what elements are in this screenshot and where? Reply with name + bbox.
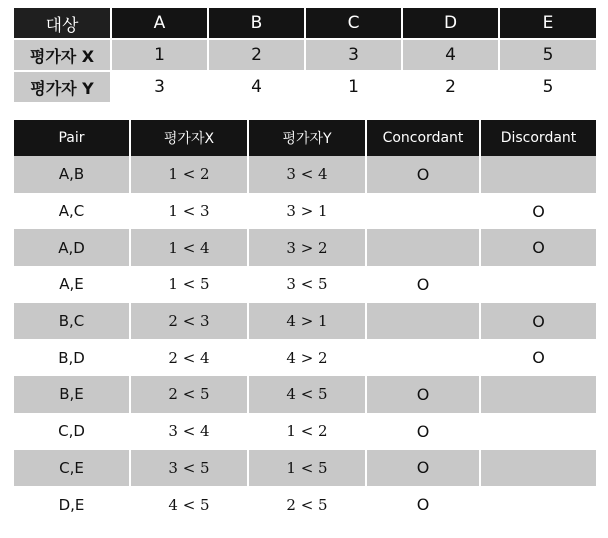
header-cell-e: E [499, 8, 596, 39]
rater-x-comparison: 1 < 2 [130, 156, 248, 193]
rater-y-comparison: 3 > 2 [248, 229, 366, 266]
pair-cell: A,B [14, 156, 130, 193]
concordant-mark: O [366, 376, 480, 413]
rater-y-comparison: 4 < 5 [248, 376, 366, 413]
concordant-mark [366, 193, 480, 230]
rater-y-comparison: 3 < 4 [248, 156, 366, 193]
rating-cell: 1 [305, 71, 402, 103]
rating-cell: 2 [402, 71, 499, 103]
concordant-mark: O [366, 156, 480, 193]
concordant-mark: O [366, 266, 480, 303]
discordant-mark: O [480, 229, 596, 266]
table-row [14, 193, 596, 230]
pair-cell: D,E [14, 486, 130, 523]
rater-x-comparison: 2 < 5 [130, 376, 248, 413]
table-row [14, 156, 596, 193]
pair-cell: B,D [14, 339, 130, 376]
table-row [14, 486, 596, 523]
rater-x-row [14, 39, 596, 71]
pair-cell: B,C [14, 303, 130, 340]
rater-x-comparison: 4 < 5 [130, 486, 248, 523]
rating-cell: 2 [208, 39, 305, 71]
header-cell-b: B [208, 8, 305, 39]
rater-x-comparison: 3 < 5 [130, 450, 248, 487]
discordant-mark [480, 376, 596, 413]
rating-cell: 3 [111, 71, 208, 103]
concordant-mark [366, 229, 480, 266]
rater-y-comparison: 4 > 2 [248, 339, 366, 376]
header-concordant: Concordant [366, 120, 480, 156]
pair-cell: B,E [14, 376, 130, 413]
pair-concordance-table [14, 120, 596, 523]
rater-x-comparison: 1 < 3 [130, 193, 248, 230]
rating-cell: 4 [402, 39, 499, 71]
rater-x-comparison: 3 < 4 [130, 413, 248, 450]
header-cell-d: D [402, 8, 499, 39]
rater-y-row [14, 71, 596, 103]
concordant-mark: O [366, 413, 480, 450]
header-cell-a: A [111, 8, 208, 39]
concordant-mark [366, 339, 480, 376]
rating-table [14, 8, 596, 104]
table-row [14, 266, 596, 303]
rater-x-comparison: 1 < 4 [130, 229, 248, 266]
rating-cell: 5 [499, 71, 596, 103]
rater-y-comparison: 1 < 5 [248, 450, 366, 487]
discordant-mark [480, 486, 596, 523]
table-row [14, 450, 596, 487]
rating-cell: 1 [111, 39, 208, 71]
rater-y-comparison: 3 > 1 [248, 193, 366, 230]
pair-table-header [14, 120, 596, 156]
concordant-mark: O [366, 450, 480, 487]
discordant-mark [480, 156, 596, 193]
table-row [14, 376, 596, 413]
header-discordant: Discordant [480, 120, 596, 156]
rater-x-comparison: 1 < 5 [130, 266, 248, 303]
pair-cell: C,D [14, 413, 130, 450]
table-row [14, 413, 596, 450]
discordant-mark: O [480, 339, 596, 376]
concordant-mark: O [366, 486, 480, 523]
rater-y-label: 평가자 Y [14, 71, 111, 103]
discordant-mark [480, 266, 596, 303]
header-pair: Pair [14, 120, 130, 156]
header-rater-y: 평가자Y [248, 120, 366, 156]
discordant-mark [480, 413, 596, 450]
header-rater-x: 평가자X [130, 120, 248, 156]
table-row [14, 339, 596, 376]
rating-cell: 5 [499, 39, 596, 71]
rater-y-comparison: 4 > 1 [248, 303, 366, 340]
rater-x-comparison: 2 < 4 [130, 339, 248, 376]
discordant-mark: O [480, 193, 596, 230]
pair-cell: A,D [14, 229, 130, 266]
pair-cell: A,C [14, 193, 130, 230]
rater-x-label: 평가자 X [14, 39, 111, 71]
rater-y-comparison: 1 < 2 [248, 413, 366, 450]
table-row [14, 229, 596, 266]
rating-cell: 3 [305, 39, 402, 71]
rater-x-comparison: 2 < 3 [130, 303, 248, 340]
header-cell-subject: 대상 [14, 8, 111, 39]
rater-y-comparison: 3 < 5 [248, 266, 366, 303]
discordant-mark: O [480, 303, 596, 340]
concordant-mark [366, 303, 480, 340]
pair-cell: C,E [14, 450, 130, 487]
header-cell-c: C [305, 8, 402, 39]
rating-table-header [14, 8, 596, 39]
discordant-mark [480, 450, 596, 487]
pair-cell: A,E [14, 266, 130, 303]
table-row [14, 303, 596, 340]
rating-cell: 4 [208, 71, 305, 103]
rater-y-comparison: 2 < 5 [248, 486, 366, 523]
